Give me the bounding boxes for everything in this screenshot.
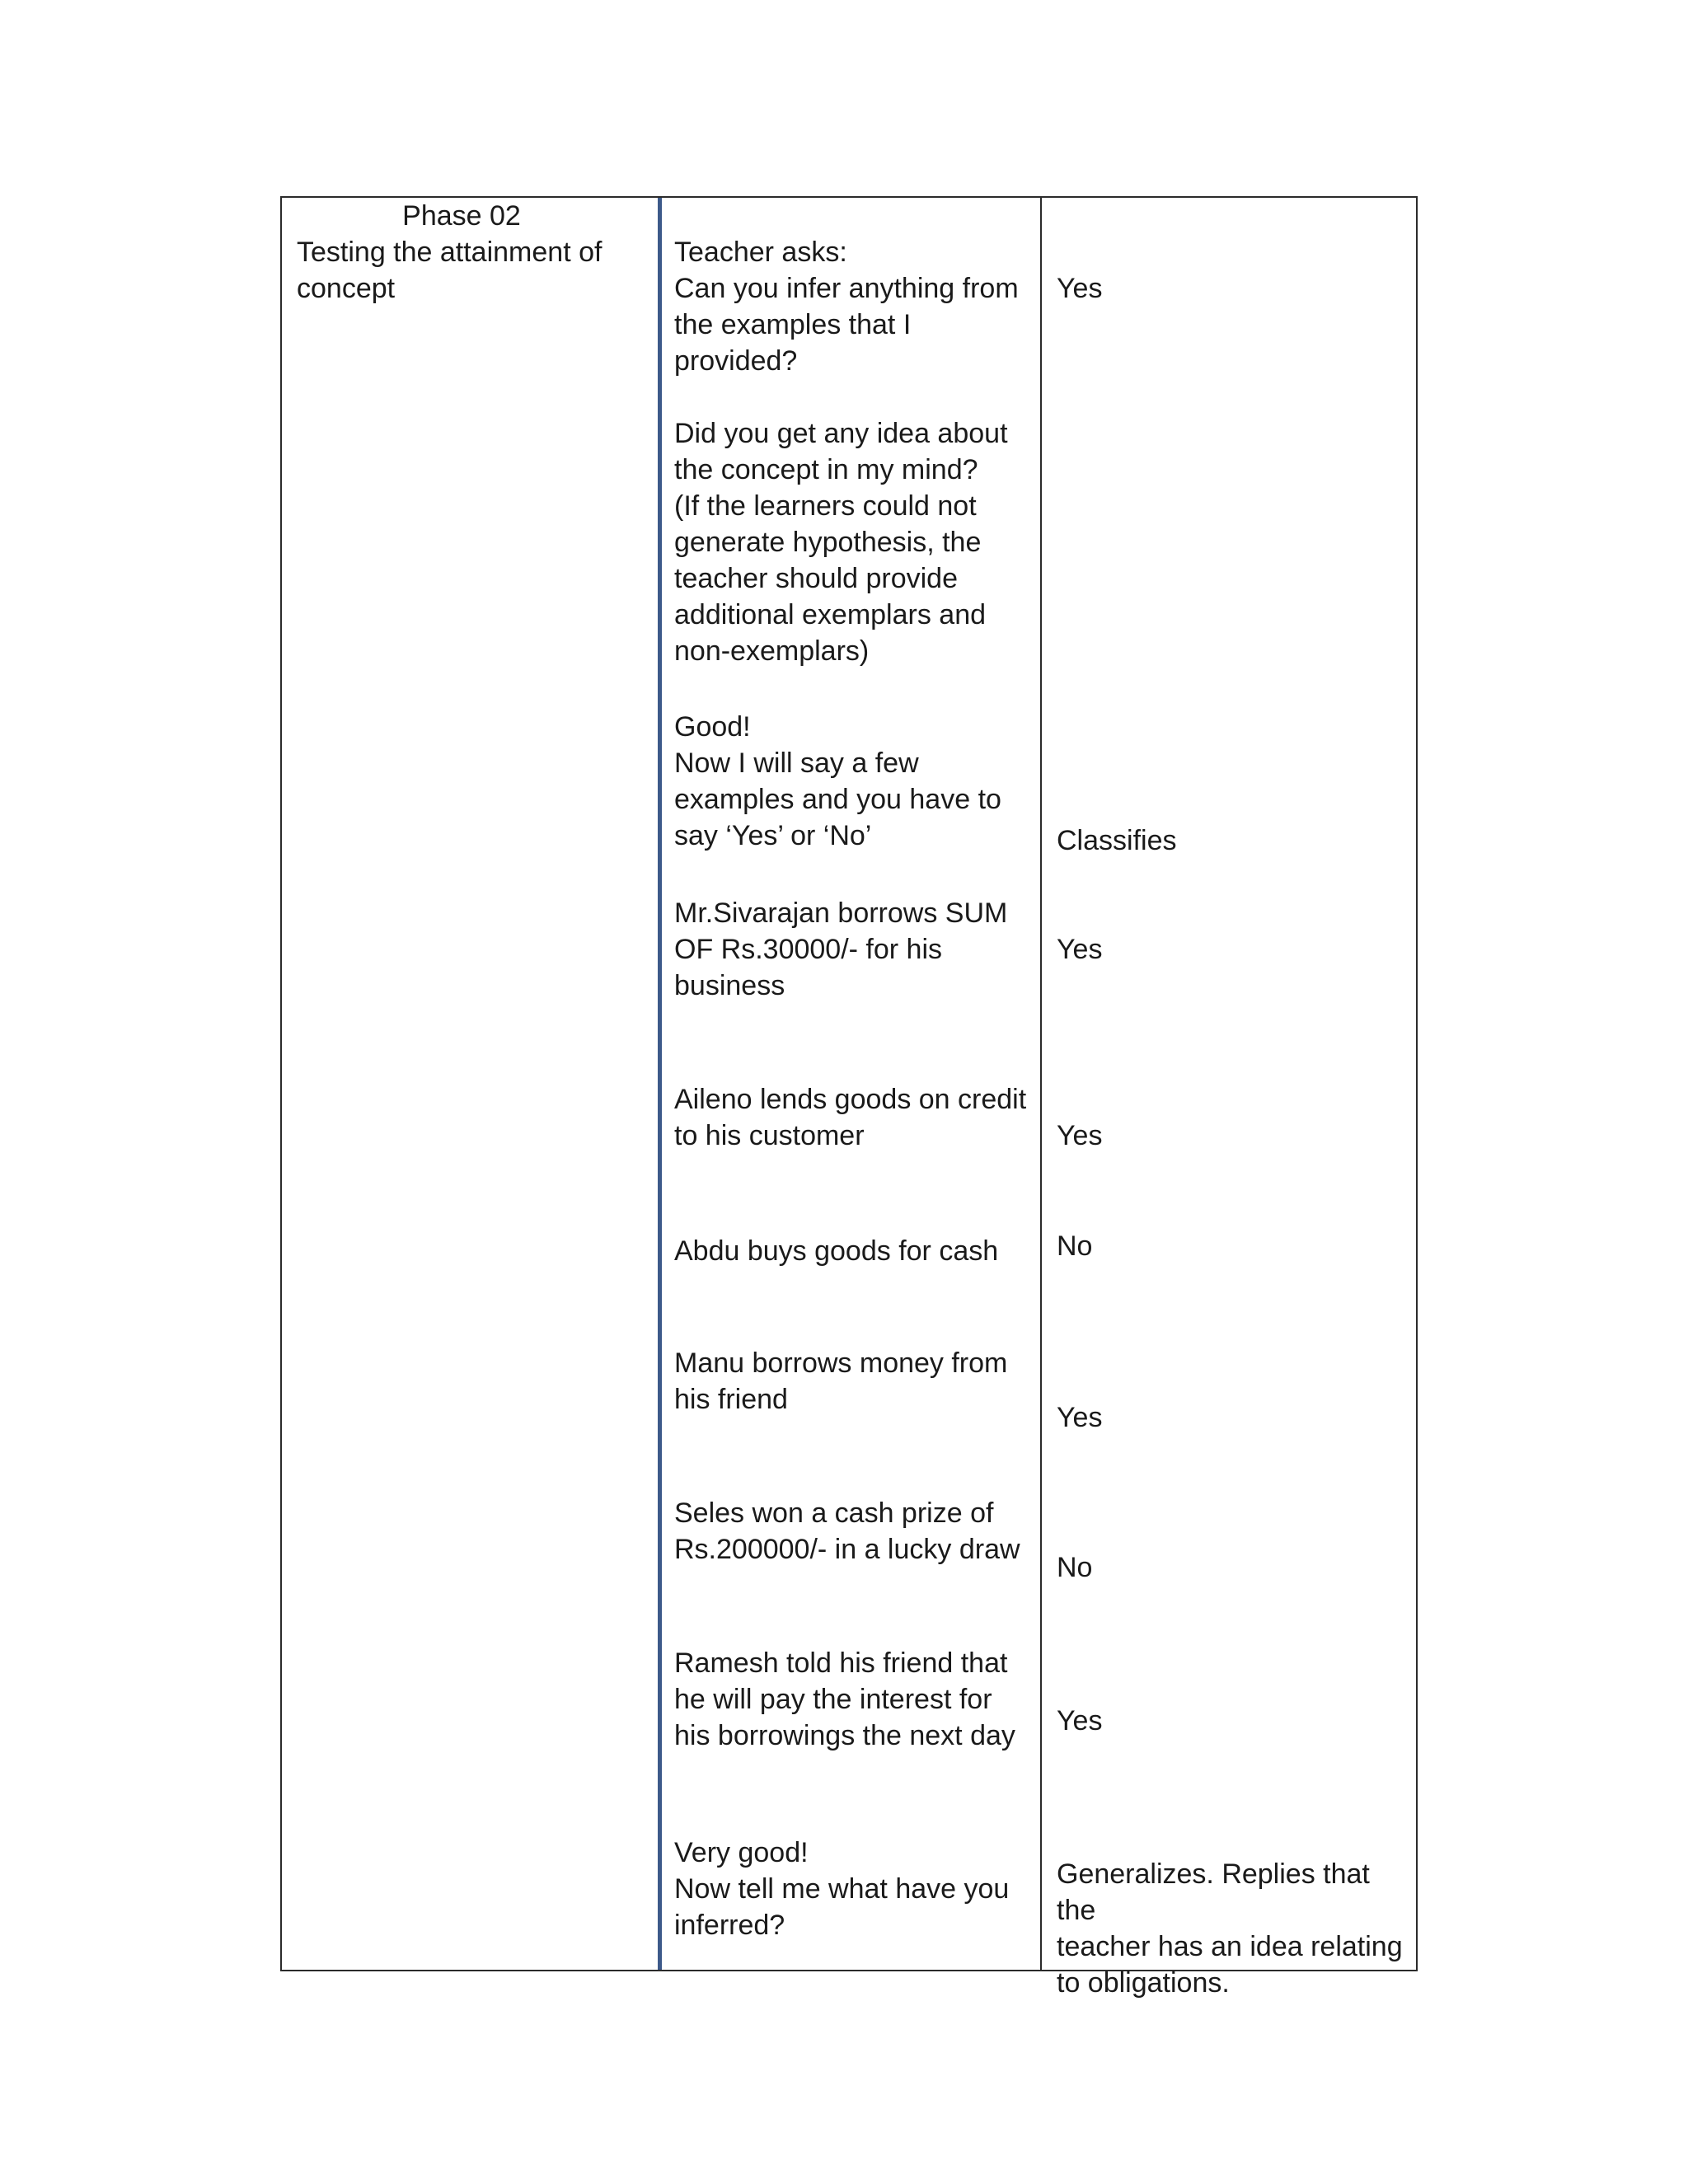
idea-question-text: Did you get any idea about the concept in my mind? (If the learners could not generate hypothesis, the teacher should provide additional exemplars and non-exemplars) xyxy=(674,418,1008,667)
example-3-text: Abdu buys goods for cash xyxy=(674,1235,999,1267)
response-yes-4: Yes xyxy=(1057,1402,1103,1433)
response-yes-2: Yes xyxy=(1057,934,1103,965)
example-5-text: Seles won a cash prize of Rs.200000/- in a lucky draw xyxy=(674,1497,1020,1565)
response-yes-1: Yes xyxy=(1057,273,1103,304)
response-yes-3: Yes xyxy=(1057,1120,1103,1151)
phase-title: Testing the attainment of concept xyxy=(297,237,603,304)
example-1-text: Mr.Sivarajan borrows SUM OF Rs.30000/- for his business xyxy=(674,898,1008,1001)
teacher-asks-text: Teacher asks: Can you infer anything from the examples that I provided? xyxy=(674,237,1019,377)
response-classifies: Classifies xyxy=(1057,825,1177,856)
response-no-2: No xyxy=(1057,1552,1093,1583)
example-6-text: Ramesh told his friend that he will pay the interest for his borrowings the next day xyxy=(674,1647,1015,1751)
example-4-text: Manu borrows money from his friend xyxy=(674,1347,1008,1415)
response-yes-5: Yes xyxy=(1057,1705,1103,1736)
example-2-text: Aileno lends goods on credit to his customer xyxy=(674,1084,1027,1151)
lesson-table xyxy=(280,196,1418,1999)
column-divider-1 xyxy=(658,198,662,1970)
response-no-1: No xyxy=(1057,1230,1093,1262)
response-generalizes: Generalizes. Replies that the teacher has an idea relating to obligations. xyxy=(1057,1858,1403,1999)
very-good-text: Very good! Now tell me what have you inferred? xyxy=(674,1837,1010,1941)
phase-label: Phase 02 xyxy=(402,200,521,232)
column-divider-2 xyxy=(1040,198,1042,1970)
good-instruction-text: Good! Now I will say a few examples and you have to say ‘Yes’ or ‘No’ xyxy=(674,711,1001,851)
